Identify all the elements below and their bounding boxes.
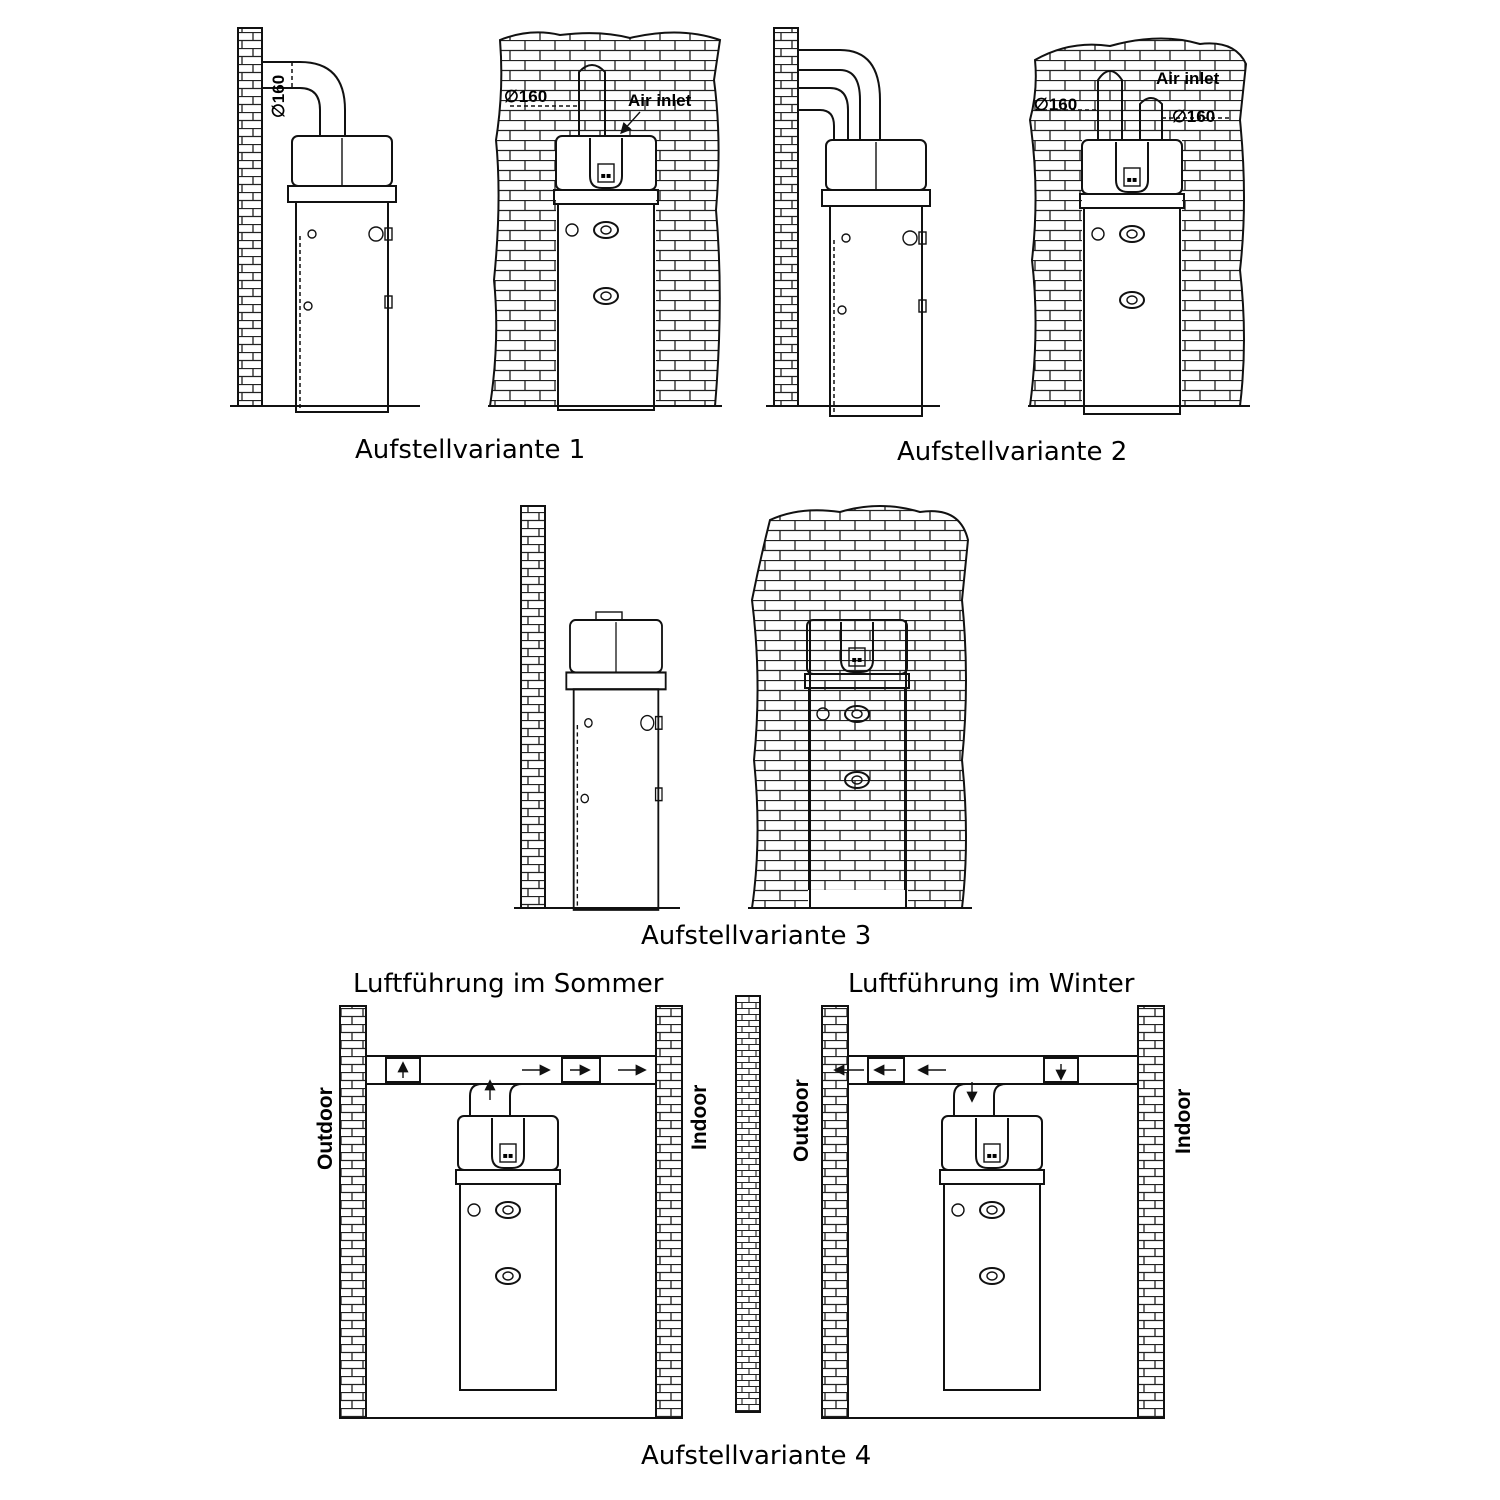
outdoor-label: Outdoor — [790, 1079, 813, 1162]
heat-pump-side-view — [288, 136, 396, 412]
winter-title: Luftführung im Winter — [848, 969, 1135, 999]
outdoor-label: Outdoor — [314, 1087, 337, 1170]
side-wall — [238, 28, 262, 406]
diameter-label-b: ∅160 — [1172, 107, 1216, 126]
divider-wall — [736, 996, 760, 1412]
side-wall — [521, 506, 545, 908]
diameter-label: ∅160 — [504, 87, 548, 106]
heat-pump-side-view — [822, 140, 930, 416]
indoor-label: Indoor — [1172, 1088, 1195, 1154]
variant-2 — [766, 28, 1250, 467]
caption-variant-4: Aufstellvariante 4 — [641, 1441, 872, 1471]
caption-variant-3: Aufstellvariante 3 — [641, 921, 872, 951]
side-wall — [774, 28, 798, 406]
diameter-label-a: ∅160 — [1034, 95, 1078, 114]
indoor-label: Indoor — [688, 1084, 711, 1150]
diameter-label: ∅160 — [269, 74, 288, 118]
winter-scene — [790, 1006, 1195, 1418]
installation-diagram: ▪▪ ∅160 ∅160 Air inlet Aufstellvariante 1 ∅160 ∅160 Air inlet Aufstellvariante 2 Aufstellvariante 3 Luftführung im Sommer Luftführung im Winter Outdoor Indoor Outdoor Indoor Aufstellvariante 4 — [0, 0, 1500, 1500]
variant-3 — [514, 506, 972, 951]
variant-4 — [314, 969, 1195, 1471]
heat-pump-side-view — [566, 620, 665, 910]
summer-title: Luftführung im Sommer — [353, 969, 664, 999]
air-inlet-label: Air inlet — [628, 91, 692, 110]
heat-pump-front-view — [456, 1116, 560, 1390]
variant-1 — [230, 28, 722, 465]
air-inlet-label: Air inlet — [1156, 69, 1220, 88]
summer-scene — [314, 1006, 711, 1418]
caption-variant-1: Aufstellvariante 1 — [355, 435, 586, 465]
caption-variant-2: Aufstellvariante 2 — [897, 437, 1128, 467]
heat-pump-front-view — [940, 1116, 1044, 1390]
